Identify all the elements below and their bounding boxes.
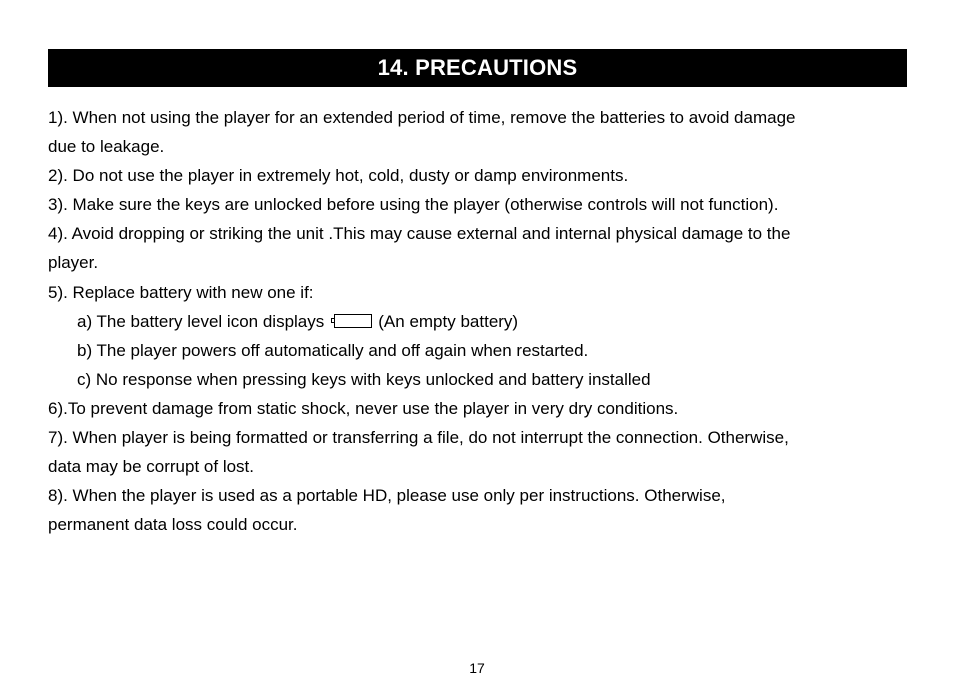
precaution-5b: b) The player powers off automatically and off again when restarted. xyxy=(77,340,589,360)
precaution-2: 2). Do not use the player in extremely hot, cold, dusty or damp environments. xyxy=(48,166,629,186)
precaution-4-line-1: 4). Avoid dropping or striking the unit .This may cause external and internal physical damage to the xyxy=(48,224,791,244)
page-number: 17 xyxy=(469,660,485,676)
precaution-5c: c) No response when pressing keys with keys unlocked and battery installed xyxy=(77,369,651,389)
precaution-5: 5). Replace battery with new one if: xyxy=(48,282,314,302)
precaution-5a xyxy=(48,307,918,336)
section-title-bar xyxy=(48,49,907,87)
precaution-7-line-1: 7). When player is being formatted or transferring a file, do not interrupt the connection. Otherwise, xyxy=(48,428,789,448)
precaution-4-line-2: player. xyxy=(48,253,99,273)
precaution-1-line-2: due to leakage. xyxy=(48,137,165,157)
precaution-8-line-2: permanent data loss could occur. xyxy=(48,515,298,535)
precaution-6: 6).To prevent damage from static shock, never use the player in very dry conditions. xyxy=(48,398,679,418)
empty-battery-icon xyxy=(334,314,372,328)
precaution-7-line-2: data may be corrupt of lost. xyxy=(48,457,254,477)
precaution-8-line-1: 8). When the player is used as a portable HD, please use only per instructions. Otherwise, xyxy=(48,486,726,506)
section-title: 14. PRECAUTIONS xyxy=(377,55,578,80)
precaution-5a-note: (An empty battery) xyxy=(378,311,519,331)
precaution-3: 3). Make sure the keys are unlocked before using the player (otherwise controls will not function). xyxy=(48,195,779,215)
precautions-list xyxy=(48,103,918,539)
precaution-5a-text: a) The battery level icon displays xyxy=(77,311,325,331)
precaution-1-line-1: 1). When not using the player for an extended period of time, remove the batteries to avoid damage xyxy=(48,108,796,127)
